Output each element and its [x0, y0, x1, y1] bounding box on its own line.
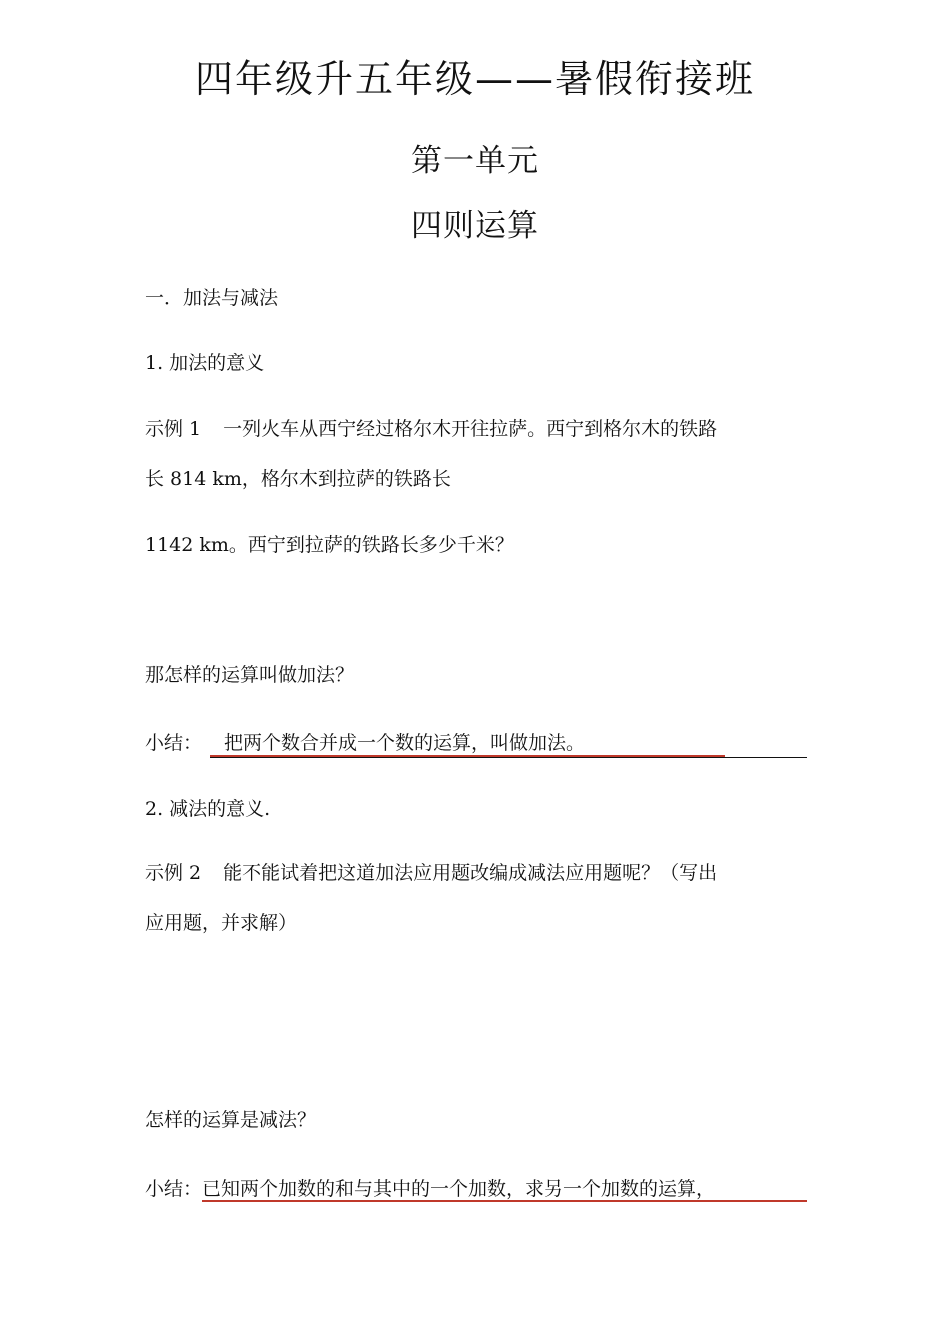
topic-title: 四则运算: [411, 208, 539, 244]
example1-text-line1: 一列火车从西宁经过格尔木开往拉萨。西宁到格尔木的铁路: [223, 418, 718, 440]
main-title: 四年级升五年级——暑假衔接班: [194, 57, 755, 101]
example2-label: 示例 2: [145, 862, 202, 884]
answer-red-underline: [210, 755, 725, 757]
unit-title: 第一单元: [411, 143, 539, 179]
summary-subtraction: [145, 1176, 810, 1202]
summary-answer-subtraction: 已知两个加数的和与其中的一个加数，求另一个加数的运算，: [202, 1178, 716, 1200]
example1-line1: [145, 416, 810, 442]
summary-answer-addition: [202, 730, 585, 756]
summary-label: 小结：: [145, 732, 203, 754]
example2-line1: [145, 860, 810, 886]
example1-line3: 1142 km。西宁到拉萨的铁路长多少千米？: [145, 534, 514, 556]
example1-line2: 长 814 km，格尔木到拉萨的铁路长: [145, 468, 451, 490]
example2-text-line1: 能不能试着把这道加法应用题改编成减法应用题呢？（写出: [223, 862, 718, 884]
answer-red-underline: [202, 1200, 807, 1202]
question-subtraction: 怎样的运算是减法？: [145, 1109, 317, 1131]
example1-label: 示例 1: [145, 418, 202, 440]
section-heading-addition-subtraction: 一．加法与减法: [145, 287, 279, 309]
subheading-subtraction-meaning: 2. 减法的意义.: [145, 798, 271, 820]
answer-blank-line: [210, 757, 807, 758]
summary-label: 小结：: [145, 1178, 203, 1200]
example2-line2: 应用题，并求解）: [145, 912, 298, 934]
summary-answer-text: 把两个数合并成一个数的运算，叫做加法。: [224, 732, 586, 754]
summary-addition: [145, 730, 810, 756]
question-addition: 那怎样的运算叫做加法？: [145, 664, 355, 686]
subheading-addition-meaning: 1. 加法的意义: [145, 352, 265, 374]
